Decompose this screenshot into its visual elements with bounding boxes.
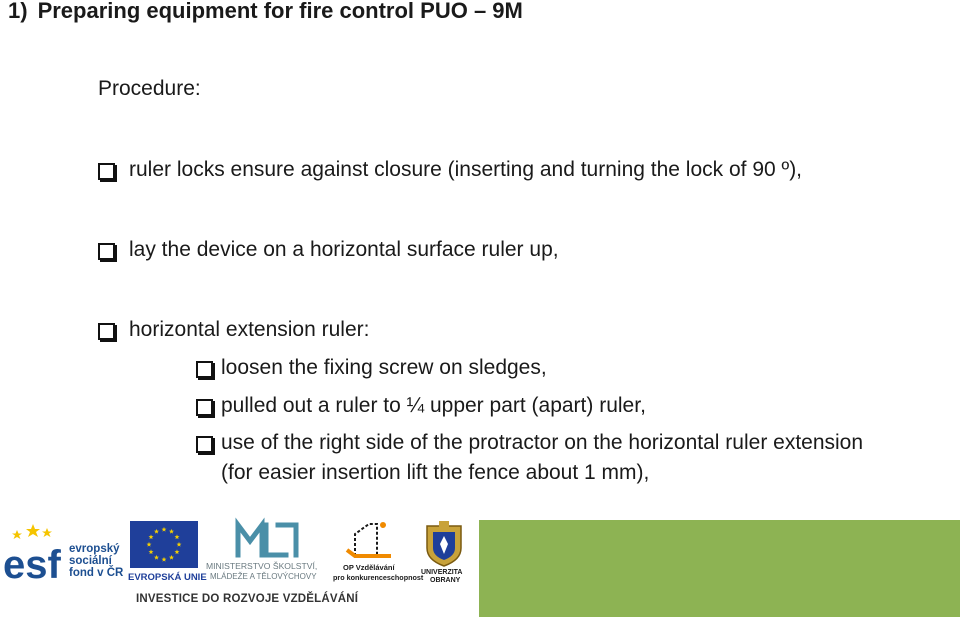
sub-list-item-text: pulled out a ruler to ¼ upper part (apart) ruler, [221,394,646,417]
checkbox-bullet-icon [196,436,213,453]
sub-list-item-text: (for easier insertion lift the fence about 1 mm), [221,461,650,484]
checkbox-bullet-icon [98,323,115,340]
green-band [479,520,960,617]
svg-text:UNIVERZITA: UNIVERZITA [421,569,463,576]
esf-logo [3,522,124,587]
university-crest-logo [419,518,469,584]
list-item [98,238,559,262]
sub-list-item [196,431,863,488]
msmt-logo [206,519,326,583]
tagline: INVESTICE DO ROZVOJE VZDĚLÁVÁNÍ [136,593,359,605]
checkbox-bullet-icon [98,163,115,180]
sub-list-item [196,356,547,380]
eu-flag-logo [128,521,207,583]
checkbox-bullet-icon [196,361,213,378]
svg-text:MLÁDEŽE A TĚLOVÝCHOVY: MLÁDEŽE A TĚLOVÝCHOVY [210,572,317,581]
op-logo [333,520,424,584]
svg-text:MINISTERSTVO ŠKOLSTVÍ,: MINISTERSTVO ŠKOLSTVÍ, [206,561,318,571]
esf-big-text: esf [3,543,61,587]
sub-list-item-text: use of the right side of the protractor on the horizontal ruler extension [221,431,864,454]
list-item-text: horizontal extension ruler: [129,318,370,341]
svg-text:evropský: evropský [69,543,120,555]
list-item [98,318,369,342]
sub-list-item [196,394,646,418]
svg-text:pro konkurenceschopnost: pro konkurenceschopnost [333,573,424,582]
svg-text:EVROPSKÁ UNIE: EVROPSKÁ UNIE [128,572,207,583]
checkbox-bullet-icon [196,399,213,416]
title-text: Preparing equipment for fire control PUO – 9M [37,0,523,23]
svg-text:OP Vzdělávání: OP Vzdělávání [343,563,395,572]
svg-text:fond v ČR: fond v ČR [69,567,124,579]
svg-text:OBRANY: OBRANY [430,577,461,584]
svg-text:sociální: sociální [69,555,112,567]
title-number: 1) [8,0,28,23]
slide-title [8,0,523,24]
checkbox-bullet-icon [98,243,115,260]
sub-list-item-text: loosen the fixing screw on sledges, [221,356,547,379]
list-item [98,158,802,182]
footer-logo-bar [0,518,960,617]
list-item-text: ruler locks ensure against closure (inserting and turning the lock of 90 º), [129,158,803,181]
list-item-text: lay the device on a horizontal surface ruler up, [129,238,559,261]
procedure-label: Procedure: [98,77,201,100]
